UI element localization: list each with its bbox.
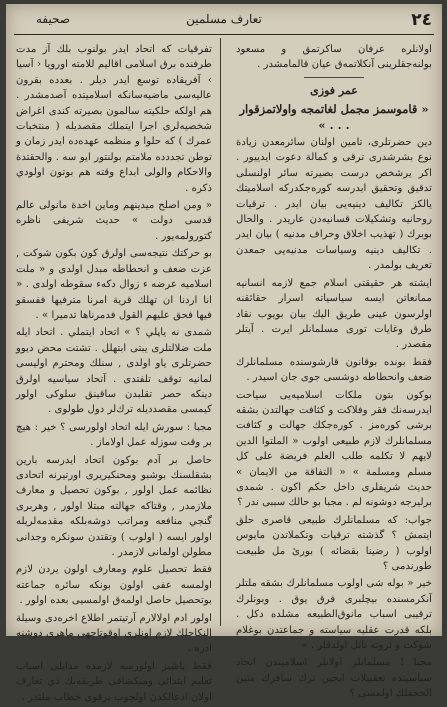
paragraph: بوكون بتون ملكات اسلاميه‌يى سياحت ايدرسه‌نك فقر وفلاكت و كثافت جهالتدن بشقه برشى كوره‌مز . كوره‌جكك جهالت و كثافت مسلمانلرك لازم طبيعى اولوب « الملتوا الدين لايهم لا تكلمه طلب العلم فريضة على كل مسلم ومسلمة » « التفاقة من الايمان » حديث شريفلرى داخل حكم اكون . شمدى برليرجه دوشونه لم . مجبا بو حالك سببى ندر ؟ — [236, 389, 432, 509]
paragraph: بو حركتك نتيجه‌سى اولرق كون بكون شوكت , عزت ضعف و انحطاطه مبدل اولدى و « ملت اسلاميه عرضه ء زوال دكه‌ء سقوطه اولدى . « انا اردنا ان تهلك قرية امرنا مترفيها ففسقو فيها فحق عليهم القول فدمرناها تدميرا » . — [16, 248, 212, 321]
left-column — [16, 42, 212, 707]
article-author: عمر فوزى — [310, 83, 358, 97]
right-column — [236, 42, 432, 704]
page-header — [14, 10, 434, 32]
article-title: « قاموسمز مجمل لغاتمجه واولاتمزقوار . . . » — [239, 102, 429, 132]
paragraph: دين حضرتلرى، تامين اولنان سائرمعدن زيادة نوع بشرشدرى ترقى و كمالة دعوت ايدييور . اكر يرشخص درست بصيرته سائر اولنسلى تدقيق وتحقيق ايدرسه كوره‌جكدركه اسلاميتك يالكز تكاليف دينيه‌يى بيان ايدر . ترقيات روحانيه وتشكيلات قسانيه‌دن عاريدر . والحال بوبرك ( تهذيب اخلاق وحراف مدنيه ) بيان ايدر . تكاليف دينيه وسياسات مدنيه‌يى جمعدن تعريف بولمدر . — [236, 137, 432, 272]
paragraph: ايشته هر حقيقتى اسلام جمع لازمه انسانيه ممانعاتن ايسه سياسياته اسرار حقائقنه اولرسون عينى طريق اليك بيان بويوب نقاد طرق وغايات تورى مسلمانلر ايرت . آيتلر مقصدر . — [236, 277, 432, 351]
paragraph: اولور ادم اولا‌لارم آرتيتمر اطلاع اخره‌دى وسيلة النكاحلك لازم اونلرى اوقوتاجهى ماهرى دوشنه ادره . — [16, 612, 212, 655]
paragraph: شمدى نه ياپلي ؟ » اتحاد ايتملي . اتحاد ايله ملت ضلالتلرى يبتى ابتهلل . تشتت محض ديوو حضرتلرى ياو اولدى , سنلك ومحترم اوليسى لمانيه توقف تلفتدى . آتحاد سياسيه اولرق دينكه حصر تقلبدن ساقينق سلوكى اولور كيمسى مقصدديله ترك‌لر دول طولوى . — [16, 327, 212, 416]
paragraph: فقط باشيز اولورسه لازمده مدايلى اسباب تعليم ابتدائى ومنكشافى طريقه‌نك ذي تعارف اولان ادعالكدن اولجوب برقوى خطاب ملتدر . — [16, 660, 212, 703]
intro-lines: اولانلره عرفان ساكرتمق و مسعود بولنه‌جقلرينى آنكلاتمه‌ق عيان قالمامشدر . — [236, 44, 432, 71]
header-rule — [14, 34, 434, 35]
section-word: صحيفه — [36, 12, 71, 26]
paragraph: مجبا : سورش ايله اتحاد اولورسى ؟ خير : هيچ بر وقت سوزله عمل اولاماز . — [16, 421, 212, 449]
column-divider — [220, 38, 221, 626]
journal-title: تعارف مسلمين — [186, 12, 262, 26]
paragraph: فقط تحصيل علوم ومعارف اولون يردن لازم اولمسه عفى اولون بونكه سائره جماعته بوتحصيل حاصل اولمه‌ق اولمسيى بعده اولور . — [16, 564, 212, 607]
paragraph: مجبا ! مسلمانلر اولانلر اسلاميتدن اتحاد سياسيتده تعقيبلات ابجين ترك ساقرك متين الحجقلك اولمسى ؟ — [236, 657, 432, 700]
paragraph: حاصل بر آدم بوكون اتحاد ايدرسه بارين بشقلسنك بوشبو ومحنكيريرى اورتيرنه اتحادى نظائمه عمل اولور , بوكون تحصيل و معارف ملازمدر , وقتاكه جهالته مبتلا اولور , وهربرى گنجي منافعه ومراتب دوشه‌بلكه مقدمه‌لريله اولور ايسه ( اولوب ) وتقتدن سونكره وجدانى مطولن اولمانى لازمدر . — [16, 454, 212, 558]
paragraph: خير « بوله شى اولوب مسلمانلرك بشقه ملتلر آنكرمسنده بيچلبرى فرق يوق . وبونلرك ترقيبى اسباب مانوق‌الطبيعه مشلده دكل . بلكه قدرت عقليه سياسته و جماعتدن بوغلام شوكت و ثروته نائل اولدقلر . » — [236, 578, 432, 652]
journal-page — [6, 4, 442, 703]
paragraph: تفرقيات كه اتحاد ايدر بولنوب بلك آز مدت طرفنده برق اسلامى اقاليم للامته اورويا ‹ آسيا › آفريقاده توسع ايدر ديلر . بعدده بقرون عاليه‌سى ماضيه‌سانكه اسلاميتده آصدمشدر . هم اولكه حلكيته سالمون بصيرته كندى اغراض شخصيه‌لرى اجرا ايتملك مقصديله ( منتخبات عمرك ) كه حلوا و منظمه عهده‌ده ايدر زمان و توطن تجددده ملامتم بولنتور ايو سه . والحقتدة والاحكام والولى ابداع وقته هم بوتون اولودي ذكره . — [16, 44, 212, 194]
separator-rule — [304, 77, 364, 78]
page-number: ٢٤ — [411, 10, 432, 30]
paragraph: جواب: كه مسلمانلرك طبيعى قاصرى حلق ايتمش ؟ گذشته ترقيات وتكملاتدن مايوس اولوب ( رضينا بقضائه ) بورئ مل طبيعت طورندمى ؟ — [236, 514, 432, 572]
paragraph: فقط بونده بوقانون قارشوسنده مسلمانلرك ضعف وانحطاطه دوشسى جوى جان اسيدر . — [236, 356, 432, 384]
paragraph: « ومن اصلح ميدينهم وماين اخدة مانولى عالم قدسى دولت » حديث شريفى ناظره كتورولمه‌يور . — [16, 200, 212, 242]
